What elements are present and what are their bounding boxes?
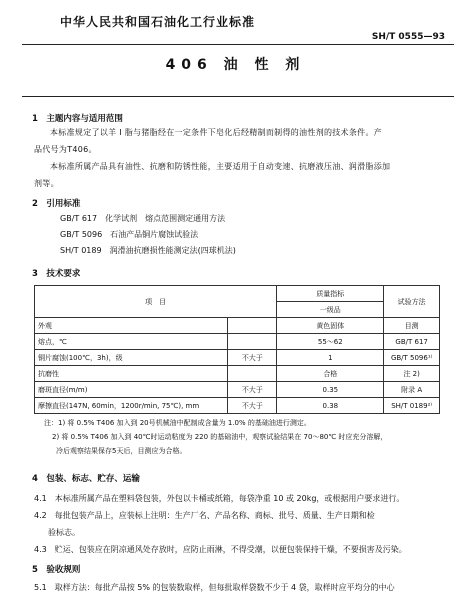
table-row — [35, 398, 440, 414]
table-row — [35, 334, 440, 350]
table-cell-item: 外观 — [35, 318, 228, 334]
section-1-para-2b: 剂等。 — [34, 179, 59, 188]
standard-code: SH/T 0555—93 — [371, 32, 445, 42]
table-cell-item: 抗磨性 — [35, 366, 228, 382]
header-rule — [22, 44, 454, 45]
section-1-para-1a: 本标准规定了以羊 I 脂与猪脂经在一定条件下皂化后经精制而制得的油性剂的技术条件。产 — [50, 128, 383, 137]
section-4-3: 4.3 贮运、包装应在阴凉通风处存放时，应防止雨淋，不得受潮，以便包装保持干燥，不要损害及污染。 — [34, 545, 407, 554]
table-row — [35, 318, 440, 334]
section-3-heading: 3 技术要求 — [32, 269, 81, 279]
table-header-method: 试验方法 — [384, 286, 440, 318]
table-cell-method: 注 2) — [384, 366, 440, 382]
section-5-heading: 5 验收规则 — [32, 565, 81, 575]
table-header-item: 项 目 — [35, 286, 277, 318]
table-note: 冷后观察结果保存5天后，目测应为合格。 — [56, 447, 187, 455]
table-cell-method: 附录 A — [384, 382, 440, 398]
table-cell-value: 合格 — [277, 366, 384, 382]
section-4-2a: 4.2 每批包装产品上，应装标上注明：生产厂名、产品名称、商标、批号、质量、生产日期和检 — [34, 511, 375, 520]
document-title: 406 油 性 剂 — [165, 57, 306, 73]
table-cell-cond — [228, 318, 277, 334]
table-cell-value: 黄色固体 — [277, 318, 384, 334]
section-4-1: 4.1 本标准所属产品在塑料袋包装，外包以卡桶或纸箱，每袋净重 10 或 20kg，或根据用户要求进行。 — [34, 494, 405, 503]
table-cell-item: 摩擦直径(147N, 60min，1200r/min, 75℃), mm — [35, 398, 228, 414]
table-cell-cond: 不大于 — [228, 350, 277, 366]
table-row — [35, 366, 440, 382]
section-1-heading: 1 主题内容与适用范围 — [32, 114, 123, 124]
table-row — [35, 382, 440, 398]
table-cell-value: 0.35 — [277, 382, 384, 398]
spec-table — [34, 285, 440, 414]
reference-item: GB/T 617 化学试剂 熔点范围测定通用方法 — [60, 214, 226, 223]
table-cell-cond — [228, 366, 277, 382]
table-cell-method: GB/T 617 — [384, 334, 440, 350]
table-header-quality: 质量指标 — [277, 286, 384, 302]
reference-item: SH/T 0189 润滑油抗磨损性能测定法(四球机法) — [60, 246, 236, 255]
table-cell-cond: 不大于 — [228, 382, 277, 398]
reference-item: GB/T 5096 石油产品铜片腐蚀试验法 — [60, 230, 199, 239]
table-cell-method: SH/T 0189²⁾ — [384, 398, 440, 414]
table-cell-item: 熔点，℃ — [35, 334, 228, 350]
title-rule — [22, 96, 454, 97]
table-cell-cond: 不大于 — [228, 398, 277, 414]
table-cell-method: GB/T 5096¹⁾ — [384, 350, 440, 366]
standard-authority: 中华人民共和国石油化工行业标准 — [60, 15, 256, 29]
section-5-1: 5.1 取样方法：每批产品按 5% 的包装数取样，但每批取样袋数不少于 4 袋，取样时应平均分的中心 — [34, 583, 395, 592]
table-cell-method: 目测 — [384, 318, 440, 334]
section-2-heading: 2 引用标准 — [32, 199, 81, 209]
table-header-grade: 一级品 — [277, 302, 384, 318]
table-note: 2) 将 0.5% T406 加入到 40℃时运动粘度为 220 的基础油中，观察试验结果在 70～80℃ 时应充分溶解， — [52, 433, 388, 441]
section-1-para-2a: 本标准所属产品具有油性、抗磨和防锈性能，主要适用于自动变速、抗磨液压油、润滑脂添加 — [50, 162, 391, 171]
table-note: 注：1) 将 0.5% T406 加入到 20号机械油中配制成含量为 1.0% 的基础油进行测定。 — [44, 419, 311, 427]
table-cell-cond — [228, 334, 277, 350]
table-cell-value: 1 — [277, 350, 384, 366]
table-row — [35, 350, 440, 366]
table-cell-value: 0.38 — [277, 398, 384, 414]
table-cell-item: 铜片腐蚀(100℃，3h)，级 — [35, 350, 228, 366]
section-4-heading: 4 包装、标志、贮存、运输 — [32, 474, 140, 484]
table-cell-item: 磨斑直径(m/m) — [35, 382, 228, 398]
section-1-para-1b: 品代号为T406。 — [34, 145, 97, 154]
section-4-2b: 验标志。 — [48, 528, 80, 537]
table-cell-value: 55～62 — [277, 334, 384, 350]
